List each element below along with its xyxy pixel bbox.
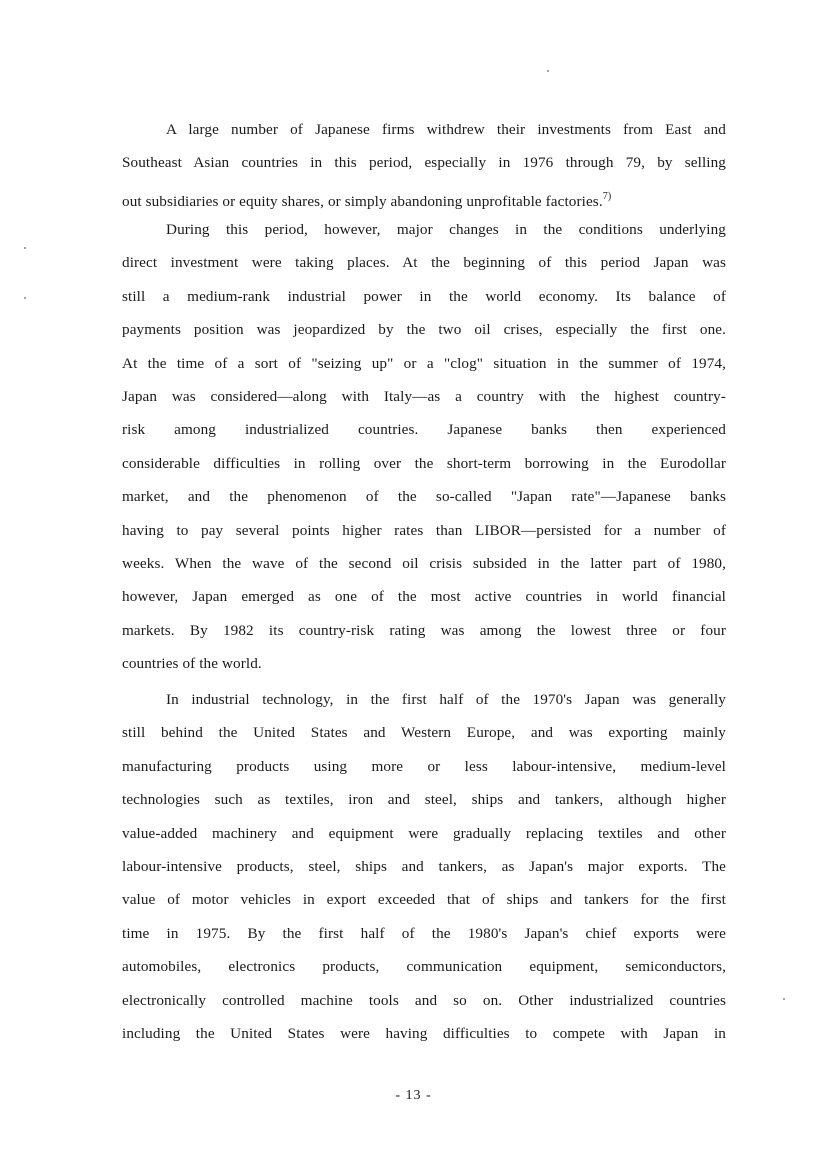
text-line: At the time of a sort of "seizing up" or a "clog" situation in the summer of 1974, [122, 354, 726, 372]
paragraph-2 [122, 213, 726, 680]
text-line: including the United States were having difficulties to compete with Japan in [122, 1024, 726, 1042]
paragraph-3 [122, 683, 726, 1050]
text-line: Southeast Asian countries in this period, especially in 1976 through 79, by selling [122, 154, 726, 172]
text-line: During this period, however, major changes in the conditions underlying [166, 221, 726, 238]
text-line: technologies such as textiles, iron and steel, ships and tankers, although higher [122, 791, 726, 809]
text-line: however, Japan emerged as one of the most active countries in world financial [122, 588, 726, 606]
text-line: markets. By 1982 its country-risk rating was among the lowest three or four [122, 621, 726, 639]
text-line: time in 1975. By the first half of the 1980's Japan's chief exports were [122, 924, 726, 942]
text-line: having to pay several points higher rates than LIBOR—persisted for a number of [122, 521, 726, 539]
text-line: countries of the world. [122, 655, 262, 673]
page-number: - 13 - [395, 1088, 432, 1103]
text-line: payments position was jeopardized by the two oil crises, especially the first one. [122, 321, 726, 339]
text-line: manufacturing products using more or less labour-intensive, medium-level [122, 757, 726, 775]
text-line: electronically controlled machine tools and so on. Other industrialized countries [122, 991, 726, 1009]
footnote-reference: 7) [602, 190, 612, 202]
text-line: A large number of Japanese firms withdrew their investments from East and [166, 121, 726, 138]
text-line: risk among industrialized countries. Japanese banks then experienced [122, 421, 726, 439]
text-line: direct investment were taking places. At the beginning of this period Japan was [122, 254, 726, 272]
text-line: In industrial technology, in the first half of the 1970's Japan was generally [166, 691, 726, 708]
text-line: Japan was considered—along with Italy—as a country with the highest country- [122, 387, 726, 405]
text-line: weeks. When the wave of the second oil crisis subsided in the latter part of 1980, [122, 554, 726, 572]
text-line: still a medium-rank industrial power in the world economy. Its balance of [122, 287, 726, 305]
text-line: value-added machinery and equipment were gradually replacing textiles and other [122, 824, 726, 842]
text-line [122, 180, 726, 213]
scan-speck [24, 297, 26, 299]
text-line: labour-intensive products, steel, ships and tankers, as Japan's major exports. The [122, 857, 726, 875]
paragraph-1 [122, 113, 726, 213]
text-line: still behind the United States and Western Europe, and was exporting mainly [122, 724, 726, 742]
scan-speck [24, 247, 26, 249]
text-line: market, and the phenomenon of the so-called "Japan rate"—Japanese banks [122, 488, 726, 506]
text-line-content: out subsidiaries or equity shares, or simply abandoning unprofitable factories. [122, 192, 603, 210]
text-line: value of motor vehicles in export exceeded that of ships and tankers for the first [122, 891, 726, 909]
text-line: considerable difficulties in rolling over the short-term borrowing in the Eurodollar [122, 454, 726, 472]
scan-speck [547, 70, 549, 72]
text-line: automobiles, electronics products, communication equipment, semiconductors, [122, 958, 726, 976]
scan-speck [783, 998, 785, 1000]
